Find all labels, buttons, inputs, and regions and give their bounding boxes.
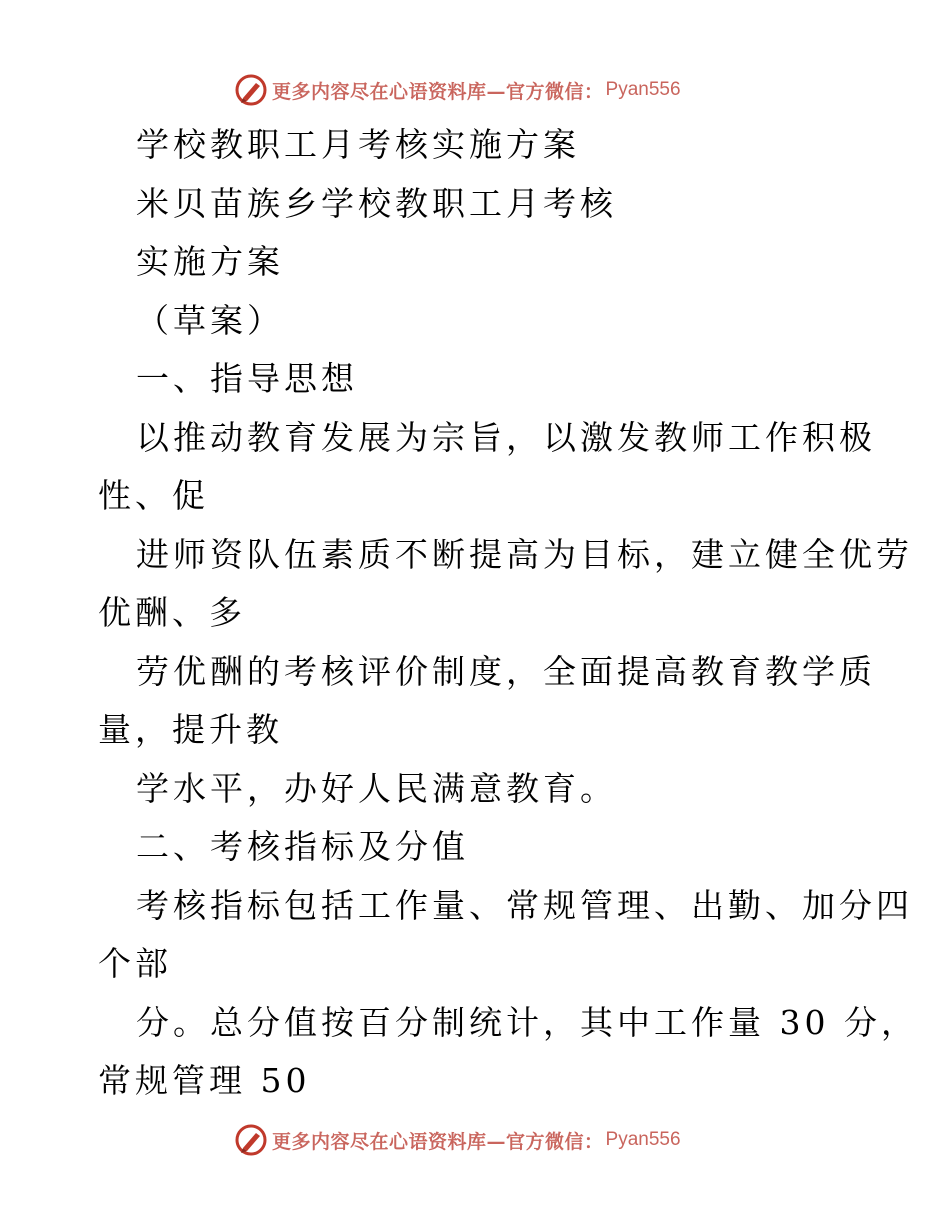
- document-line: 以推动教育发展为宗旨，以激发教师工作积极: [136, 417, 876, 457]
- document-line: 分。总分值按百分制统计，其中工作量 30 分，: [136, 1002, 918, 1042]
- document-line: 进师资队伍素质不断提高为目标，建立健全优劳: [136, 534, 913, 574]
- watermark-wechat-id: Pyan556: [605, 1129, 681, 1150]
- document-line: 米贝苗族乡学校教职工月考核: [136, 183, 617, 223]
- pen-logo-icon: [234, 73, 268, 107]
- document-line: 考核指标包括工作量、常规管理、出勤、加分四: [136, 885, 913, 925]
- document-line: 学校教职工月考核实施方案: [136, 125, 580, 164]
- watermark-text: 更多内容尽在心语资料库—官方微信：: [272, 80, 604, 103]
- document-line: 性、促: [98, 476, 209, 515]
- header-watermark: [234, 72, 681, 108]
- document-line: 优酬、多: [98, 593, 246, 632]
- document-line: 量，提升教: [98, 710, 283, 749]
- pen-logo-icon: [234, 1123, 268, 1157]
- document-line: 常规管理 50: [98, 1061, 311, 1100]
- watermark-text: 更多内容尽在心语资料库—官方微信：: [272, 1130, 604, 1153]
- document-line: （草案）: [136, 300, 284, 340]
- document-line: 劳优酬的考核评价制度，全面提高教育教学质: [136, 651, 876, 691]
- document-line: 一、指导思想: [136, 359, 358, 398]
- document-line: 个部: [98, 944, 172, 983]
- document-line: 实施方案: [136, 242, 284, 281]
- watermark-wechat-id: Pyan556: [605, 79, 681, 100]
- document-line: 二、考核指标及分值: [136, 827, 469, 866]
- footer-watermark: [234, 1122, 681, 1158]
- document-line: 学水平，办好人民满意教育。: [136, 768, 617, 808]
